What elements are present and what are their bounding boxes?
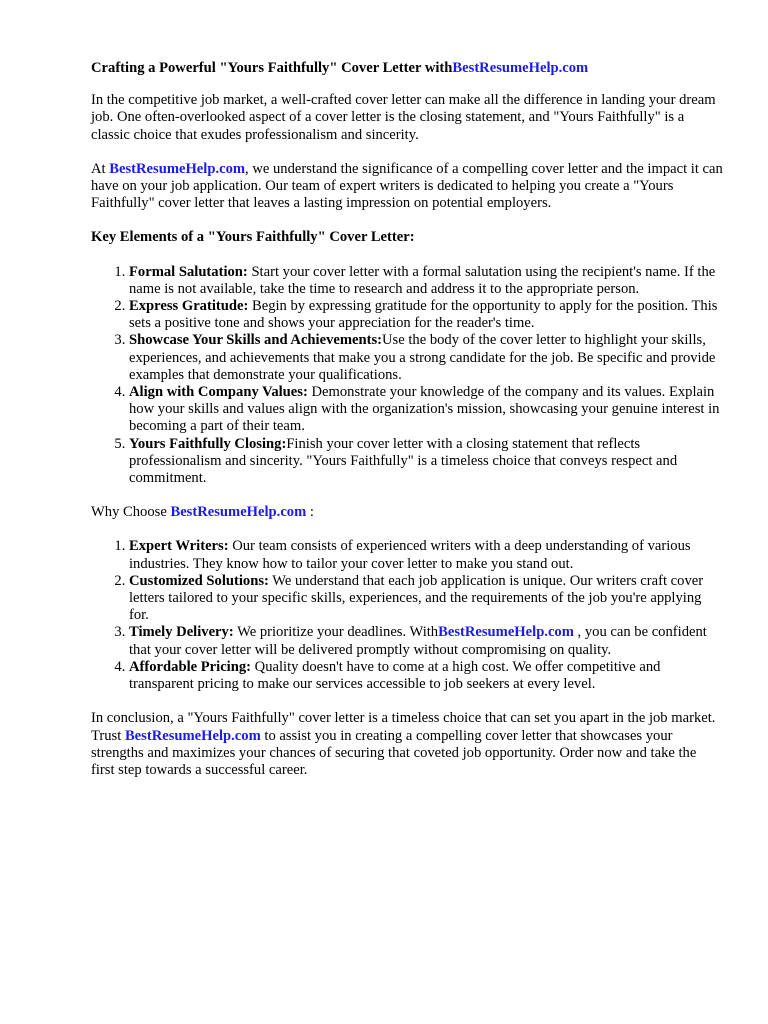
item-title: Customized Solutions: — [129, 572, 269, 589]
timely-site-link[interactable]: BestResumeHelp.com — [438, 624, 574, 641]
item-title: Affordable Pricing: — [129, 658, 251, 675]
item-text-after: , you can be confident that your cover letter will be delivered promptly without compromising on quality. — [129, 624, 707, 658]
conclusion-site-link[interactable]: BestResumeHelp.com — [124, 727, 261, 744]
item-text: Start your cover letter with a formal salutation using the recipient's name. If the name is not available, take the time to research and address it to the appropriate person. — [129, 263, 716, 297]
key-elements-list — [91, 264, 723, 488]
item-title: Timely Delivery: — [129, 624, 234, 641]
item-title: Yours Faithfully Closing: — [129, 435, 287, 452]
list-item — [129, 332, 723, 384]
conclusion-paragraph — [91, 710, 723, 779]
item-text: Our team consists of experienced writers with a deep understanding of various industries. They know how to tailor your cover letter to make you stand out. — [129, 538, 691, 572]
title-text: Crafting a Powerful "Yours Faithfully" Cover Letter with — [91, 60, 453, 76]
list-item — [129, 298, 723, 332]
document-title — [91, 60, 723, 77]
why-choose-site-link[interactable]: BestResumeHelp.com — [170, 504, 307, 521]
item-title: Showcase Your Skills and Achievements: — [129, 332, 382, 349]
list-item — [129, 436, 723, 488]
why-choose-list — [91, 538, 723, 693]
list-item — [129, 624, 723, 658]
list-item — [129, 659, 723, 693]
list-item — [129, 264, 723, 298]
why-choose-prefix: Why Choose — [91, 504, 167, 521]
why-choose-heading — [91, 504, 723, 521]
list-item — [129, 538, 723, 572]
item-text: Begin by expressing gratitude for the opportunity to apply for the position. This sets a positive tone and shows your appreciation for the reader's time. — [129, 298, 718, 332]
about-prefix: At — [91, 160, 106, 177]
about-rest: , we understand the significance of a compelling cover letter and the impact it can have on your job application. Our team of expert writers is dedicated to helping you create a "Yours Faithfully" cover letter that leaves a lasting impression on potential employers. — [91, 160, 723, 212]
item-title: Formal Salutation: — [129, 263, 248, 280]
item-text: Use the body of the cover letter to highlight your skills, experiences, and achievements that make you a strong candidate for the job. Be specific and provide examples that demonstrate your qualifications. — [129, 332, 716, 383]
item-title: Express Gratitude: — [129, 298, 249, 315]
title-site-link[interactable]: BestResumeHelp.com — [452, 60, 589, 76]
about-site-link[interactable]: BestResumeHelp.com — [109, 160, 246, 177]
item-text: Quality doesn't have to come at a high cost. We offer competitive and transparent pricing to make our services accessible to job seekers at every level. — [129, 658, 661, 693]
about-paragraph — [91, 161, 723, 213]
document-page — [91, 60, 723, 796]
item-text: Finish your cover letter with a closing statement that reflects professionalism and sincerity. "Yours Faithfully" is a timeless choice that conveys respect and commitment. — [129, 435, 678, 487]
item-text: We understand that each job application is unique. Our writers craft cover letters tailored to your specific skills, experiences, and the requirements of the job you're applying for. — [129, 572, 704, 624]
item-text-before: We prioritize your deadlines. With — [237, 624, 439, 641]
intro-paragraph: In the competitive job market, a well-crafted cover letter can make all the difference in landing your dream job. One often-overlooked aspect of a cover letter is the closing statement, and "Yours Faithfully" is a classic choice that exudes professionalism and sincerity. — [91, 92, 716, 143]
list-item — [129, 573, 723, 625]
item-title: Align with Company Values: — [129, 384, 308, 401]
item-title: Expert Writers: — [129, 538, 229, 555]
conclusion-before: In conclusion, a "Yours Faithfully" cover letter is a timeless choice that can set you apart in the job market. Trust — [91, 710, 716, 744]
item-text: Demonstrate your knowledge of the company and its values. Explain how your skills and values align with the organization's mission, showcasing your genuine interest in becoming a part of their team. — [129, 384, 720, 435]
list-item — [129, 384, 723, 436]
conclusion-after: to assist you in creating a compelling cover letter that showcases your strengths and maximizes your chances of securing that coveted job opportunity. Order now and take the first step towards a successful career. — [91, 727, 697, 778]
why-choose-suffix: : — [309, 504, 314, 521]
key-elements-heading: Key Elements of a "Yours Faithfully" Cover Letter: — [91, 229, 415, 246]
